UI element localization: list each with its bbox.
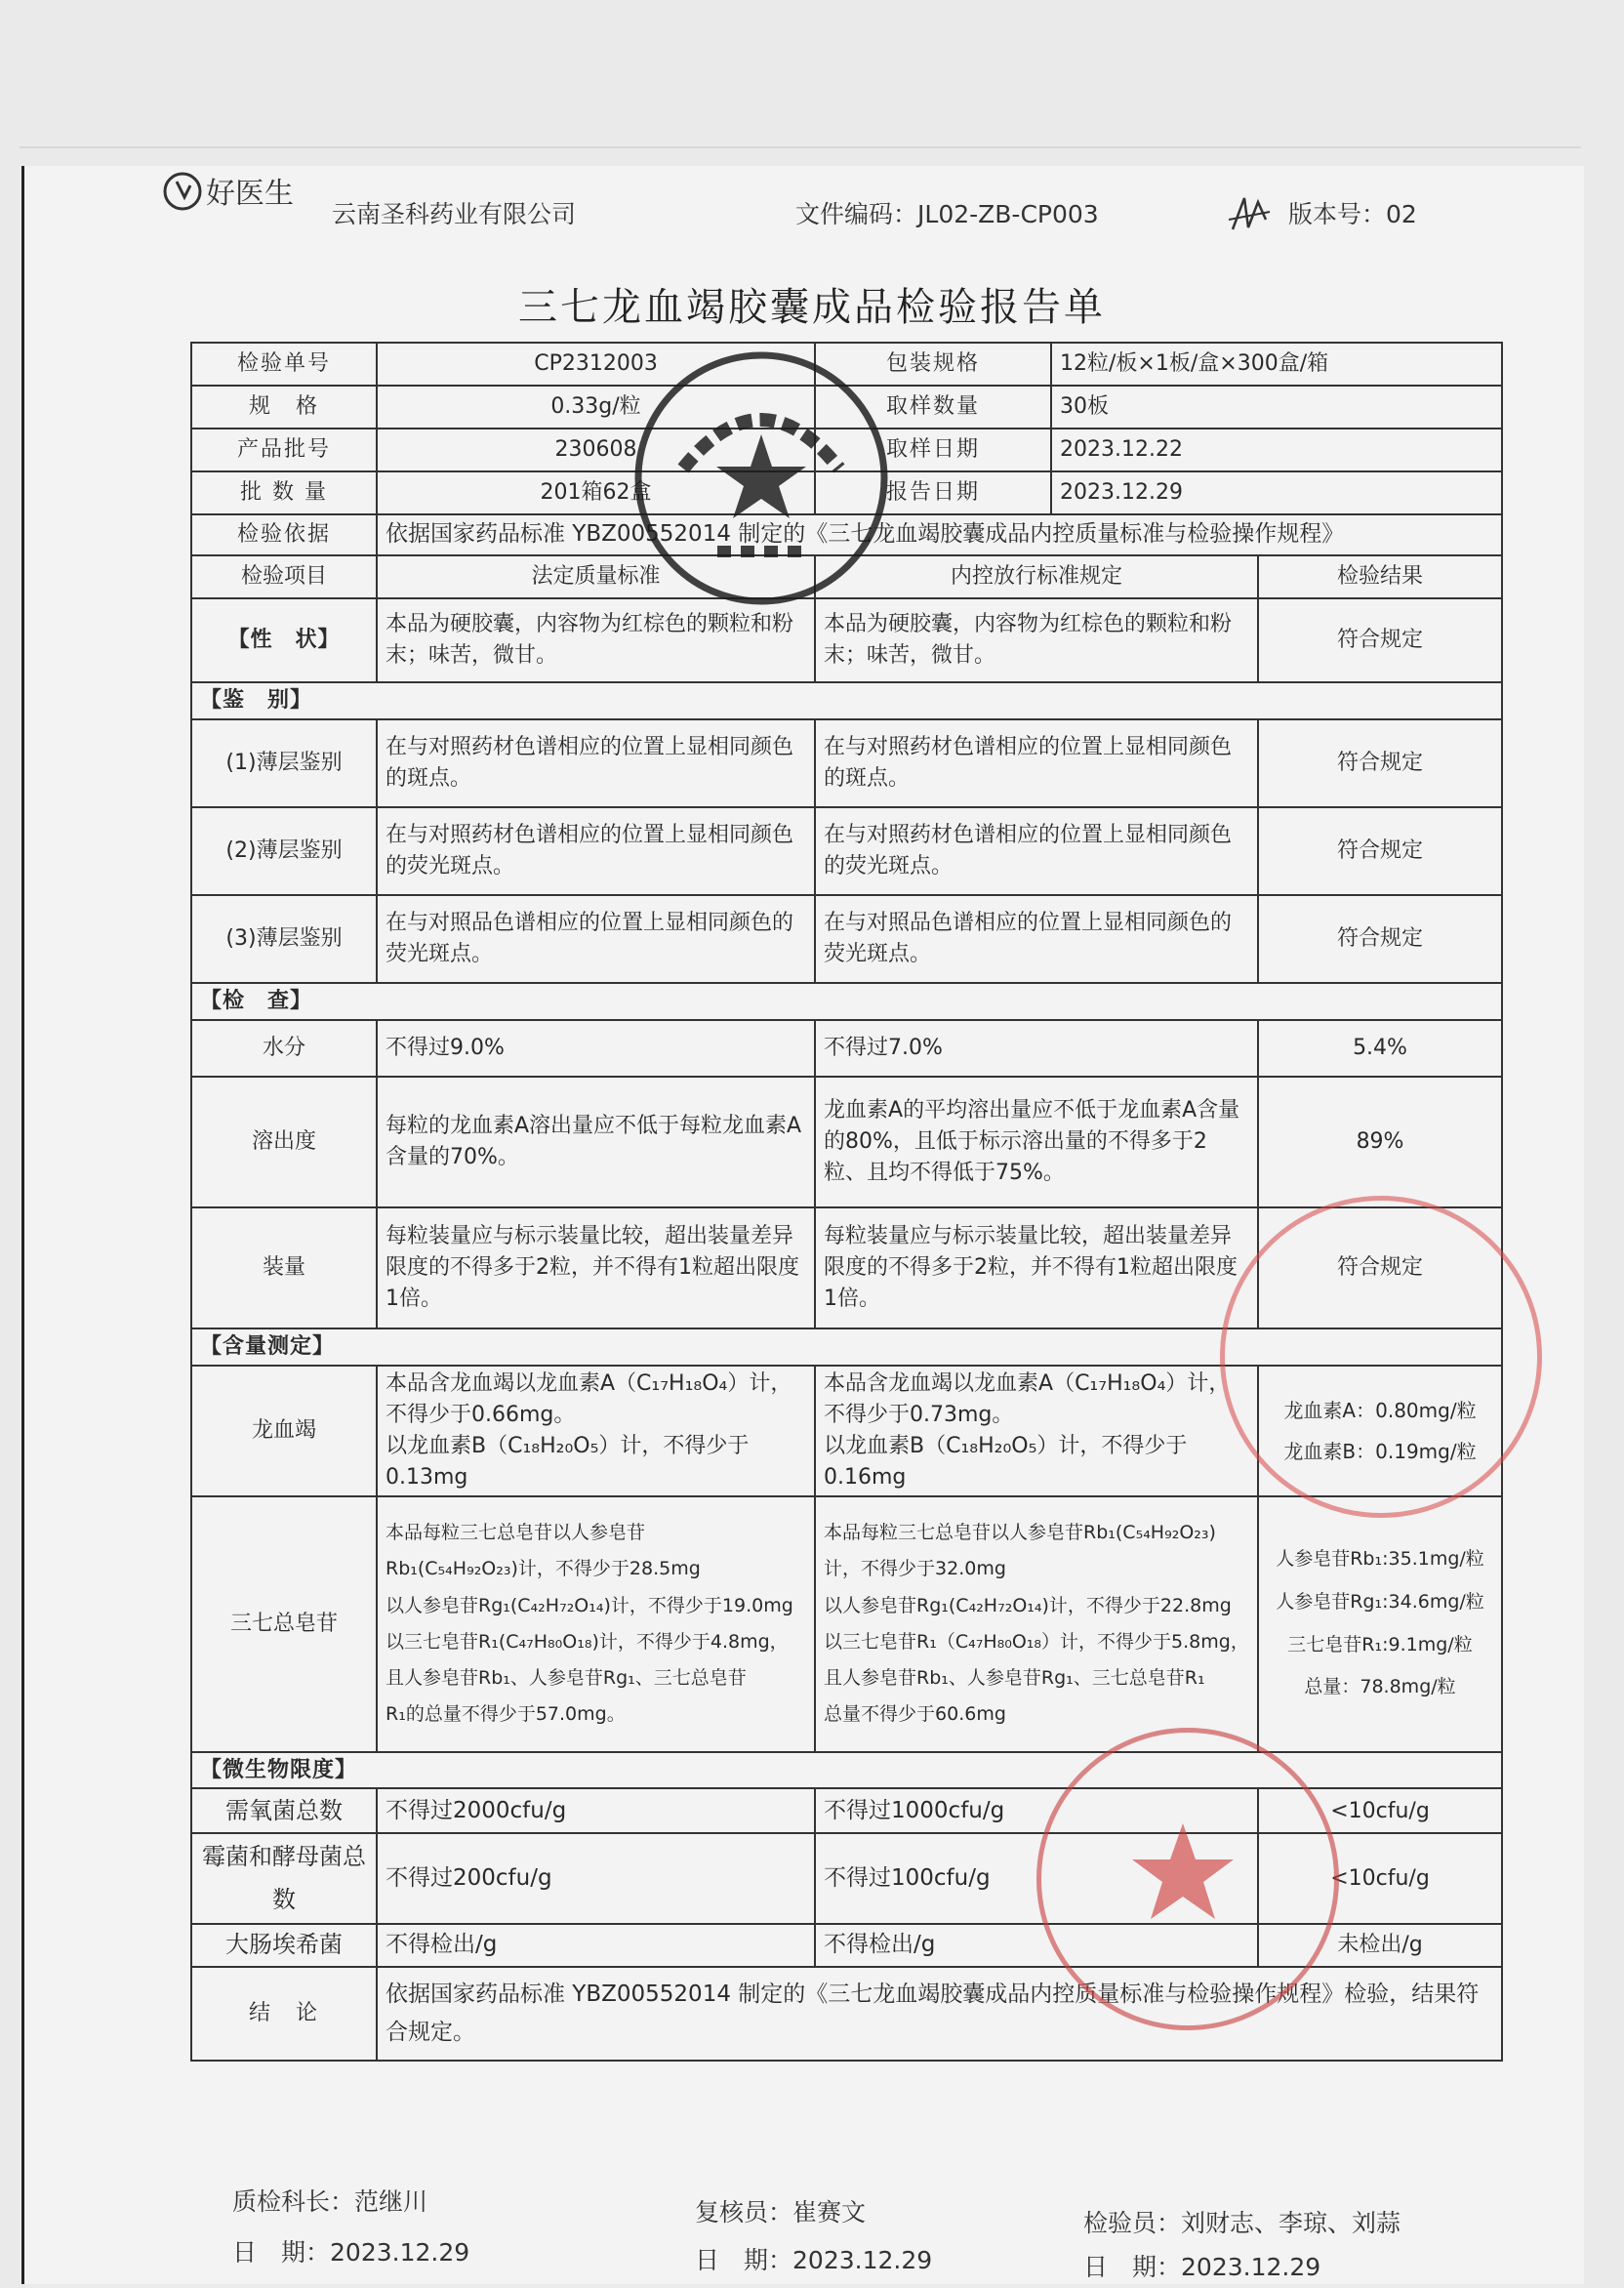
dragon-legal-line: 以龙血素B（C₁₈H₂₀O₅）计，不得少于0.13mg xyxy=(386,1433,750,1490)
batch-qty-label: 批 数 量 xyxy=(191,471,377,514)
ident-result: 符合规定 xyxy=(1258,807,1502,895)
dragon-internal-line: 以龙血素B（C₁₈H₂₀O₅）计，不得少于0.16mg xyxy=(824,1433,1188,1490)
ident-item: (1)薄层鉴别 xyxy=(191,719,377,807)
conclusion-text: 依据国家药品标准 YBZ00552014 制定的《三七龙血竭胶囊成品内控质量标准与检验操作规程》检验，结果符合规定。 xyxy=(377,1967,1502,2061)
saponin-legal-line: 本品每粒三七总皂苷以人参皂苷 xyxy=(386,1522,646,1544)
inspector-names: 刘财志、李琼、刘蒜 xyxy=(1181,2209,1401,2237)
fill-result: 符合规定 xyxy=(1258,1207,1502,1328)
saponin-legal-line: 以人参皂苷Rg₁(C₄₂H₇₂O₁₄)计，不得少于19.0mg xyxy=(386,1594,793,1616)
ident-legal: 在与对照品色谱相应的位置上显相同颜色的荧光斑点。 xyxy=(377,895,815,983)
dissolution-legal: 每粒的龙血素A溶出量应不低于每粒龙血素A含量的70%。 xyxy=(377,1077,815,1207)
assay-section: 【含量测定】 xyxy=(191,1328,1502,1366)
col-item: 检验项目 xyxy=(191,555,377,598)
micro-item: 霉菌和酵母菌总数 xyxy=(191,1833,377,1923)
table-row xyxy=(191,1020,1502,1077)
dissolution-item: 溶出度 xyxy=(191,1077,377,1207)
inspect-date xyxy=(1083,2248,1320,2283)
saponin-internal-line: 本品每粒三七总皂苷以人参皂苷Rb₁(C₅₄H₉₂O₂₃) xyxy=(824,1522,1216,1544)
dragon-internal-line: 本品含龙血竭以龙血素A（C₁₇H₁₈O₄）计，不得少于0.73mg。 xyxy=(824,1371,1231,1427)
micro-internal: 不得过1000cfu/g xyxy=(815,1788,1258,1833)
dissolution-internal: 龙血素A的平均溶出量应不低于龙血素A含量的80%，且低于标示溶出量的不得多于2粒、且均不得低于75%。 xyxy=(815,1077,1258,1207)
inspect-date-label: 日 期： xyxy=(1083,2253,1182,2281)
batch-qty-value: 201箱62盒 xyxy=(377,471,815,514)
identification-section: 【鉴 别】 xyxy=(191,682,1502,719)
saponin-internal-line: 计，不得少于32.0mg xyxy=(824,1558,1006,1580)
character-result: 符合规定 xyxy=(1258,598,1502,682)
saponin-legal-line: 以三七皂苷R₁(C₄₇H₈₀O₁₈)计，不得少于4.8mg， xyxy=(386,1630,789,1653)
dissolution-result: 89% xyxy=(1258,1077,1502,1207)
saponin-result-line: 总量：78.8mg/粒 xyxy=(1304,1676,1456,1698)
review-date xyxy=(695,2241,932,2276)
check-section: 【检 查】 xyxy=(191,983,1502,1020)
sample-qty-label: 取样数量 xyxy=(815,386,1051,429)
fill-item: 装量 xyxy=(191,1207,377,1328)
saponin-result-line: 人参皂苷Rb₁:35.1mg/粒 xyxy=(1276,1548,1484,1571)
qc-head-label: 质检科长： xyxy=(232,2187,355,2216)
batch-no-label: 产品批号 xyxy=(191,429,377,471)
report-date-value: 2023.12.29 xyxy=(1051,471,1502,514)
red-stamp xyxy=(1220,1196,1542,1518)
section-row xyxy=(191,983,1502,1020)
dragon-item: 龙血竭 xyxy=(191,1366,377,1496)
micro-item: 需氧菌总数 xyxy=(191,1788,377,1833)
qc-head xyxy=(232,2183,427,2218)
dragon-internal xyxy=(815,1366,1258,1496)
qc-head-name: 范继川 xyxy=(354,2187,428,2216)
conclusion-label: 结 论 xyxy=(191,1967,377,2061)
qc-date-label: 日 期： xyxy=(232,2238,331,2267)
spec-label: 规 格 xyxy=(191,386,377,429)
character-internal: 本品为硬胶囊，内容物为红棕色的颗粒和粉末；味苦，微甘。 xyxy=(815,598,1258,682)
saponin-internal-line: 总量不得少于60.6mg xyxy=(824,1702,1006,1725)
basis-value: 依据国家药品标准 YBZ00552014 制定的《三七龙血竭胶囊成品内控质量标准与检验操作规程》 xyxy=(377,514,1502,555)
saponin-result-line: 三七皂苷R₁:9.1mg/粒 xyxy=(1287,1633,1473,1655)
moisture-result: 5.4% xyxy=(1258,1020,1502,1077)
ident-internal: 在与对照药材色谱相应的位置上显相同颜色的斑点。 xyxy=(815,719,1258,807)
reviewer-label: 复核员： xyxy=(695,2198,793,2227)
ident-legal: 在与对照药材色谱相应的位置上显相同颜色的斑点。 xyxy=(377,719,815,807)
fill-legal: 每粒装量应与标示装量比较，超出装量差异限度的不得多于2粒，并不得有1粒超出限度1倍。 xyxy=(377,1207,815,1328)
doc-code xyxy=(795,195,1099,230)
saponin-internal-line: 以人参皂苷Rg₁(C₄₂H₇₂O₁₄)计，不得少于22.8mg xyxy=(824,1594,1232,1616)
ident-internal: 在与对照品色谱相应的位置上显相同颜色的荧光斑点。 xyxy=(815,895,1258,983)
dragon-result-line: 龙血素A：0.80mg/粒 xyxy=(1283,1398,1477,1422)
saponin-item: 三七总皂苷 xyxy=(191,1496,377,1752)
spec-value: 0.33g/粒 xyxy=(377,386,815,429)
saponin-internal-line: 且人参皂苷Rb₁、人参皂苷Rg₁、三七总皂苷R₁ xyxy=(824,1666,1205,1689)
paper-edge xyxy=(20,146,1581,148)
micro-result: 未检出/g xyxy=(1258,1924,1502,1967)
sample-date-value: 2023.12.22 xyxy=(1051,429,1502,471)
inspect-no-label: 检验单号 xyxy=(191,343,377,386)
character-label: 【性 状】 xyxy=(191,598,377,682)
package-label: 包装规格 xyxy=(815,343,1051,386)
report-date-label: 报告日期 xyxy=(815,471,1051,514)
table-row xyxy=(191,1077,1502,1207)
micro-legal: 不得过2000cfu/g xyxy=(377,1788,815,1833)
ident-item: (2)薄层鉴别 xyxy=(191,807,377,895)
ident-result: 符合规定 xyxy=(1258,895,1502,983)
table-row xyxy=(191,1496,1502,1752)
table-row xyxy=(191,807,1502,895)
table-row xyxy=(191,895,1502,983)
package-value: 12粒/板×1板/盒×300盒/箱 xyxy=(1051,343,1502,386)
micro-result: <10cfu/g xyxy=(1258,1788,1502,1833)
dragon-legal-line: 本品含龙血竭以龙血素A（C₁₇H₁₈O₄）计，不得少于0.66mg。 xyxy=(386,1371,792,1427)
ident-legal: 在与对照药材色谱相应的位置上显相同颜色的荧光斑点。 xyxy=(377,807,815,895)
saponin-result-line: 人参皂苷Rg₁:34.6mg/粒 xyxy=(1276,1590,1484,1613)
company-logo xyxy=(161,164,317,223)
signature-mark xyxy=(1225,190,1274,239)
inspector-label: 检验员： xyxy=(1083,2209,1182,2237)
moisture-legal: 不得过9.0% xyxy=(377,1020,815,1077)
col-result: 检验结果 xyxy=(1258,555,1502,598)
col-internal: 内控放行标准规定 xyxy=(815,555,1258,598)
doc-code-value: JL02-ZB-CP003 xyxy=(917,200,1099,228)
red-stamp-star xyxy=(1124,1816,1241,1933)
company-stamp xyxy=(625,342,898,615)
company-name: 云南圣科药业有限公司 xyxy=(332,200,577,228)
section-row xyxy=(191,682,1502,719)
version xyxy=(1288,195,1417,230)
review-date-value: 2023.12.29 xyxy=(792,2246,933,2274)
page-title: 三七龙血竭胶囊成品检验报告单 xyxy=(518,285,1106,330)
inspect-no-value: CP2312003 xyxy=(377,343,815,386)
batch-no-value: 230608 xyxy=(377,429,815,471)
col-legal: 法定质量标准 xyxy=(377,555,815,598)
version-label: 版本号： xyxy=(1288,200,1387,228)
sample-date-label: 取样日期 xyxy=(815,429,1051,471)
doc-code-label: 文件编码： xyxy=(795,200,918,228)
moisture-internal: 不得过7.0% xyxy=(815,1020,1258,1077)
micro-internal: 不得检出/g xyxy=(815,1924,1258,1967)
moisture-item: 水分 xyxy=(191,1020,377,1077)
conclusion-row xyxy=(191,1967,1502,2061)
saponin-internal xyxy=(815,1496,1258,1752)
dragon-result-line: 龙血素B：0.19mg/粒 xyxy=(1283,1439,1477,1463)
ident-internal: 在与对照药材色谱相应的位置上显相同颜色的荧光斑点。 xyxy=(815,807,1258,895)
saponin-result xyxy=(1258,1496,1502,1752)
version-value: 02 xyxy=(1386,200,1417,228)
saponin-legal-line: 且人参皂苷Rb₁、人参皂苷Rg₁、三七总皂苷 xyxy=(386,1666,747,1689)
ident-item: (3)薄层鉴别 xyxy=(191,895,377,983)
qc-date xyxy=(232,2233,469,2268)
qc-date-value: 2023.12.29 xyxy=(330,2238,470,2267)
micro-result: <10cfu/g xyxy=(1258,1833,1502,1923)
micro-item: 大肠埃希菌 xyxy=(191,1924,377,1967)
micro-legal: 不得检出/g xyxy=(377,1924,815,1967)
reviewer-name: 崔赛文 xyxy=(792,2198,867,2227)
saponin-legal-line: R₁的总量不得少于57.0mg。 xyxy=(386,1702,626,1725)
reviewer xyxy=(695,2193,866,2228)
ident-result: 符合规定 xyxy=(1258,719,1502,807)
micro-internal: 不得过100cfu/g xyxy=(815,1833,1258,1923)
dragon-legal xyxy=(377,1366,815,1496)
micro-legal: 不得过200cfu/g xyxy=(377,1833,815,1923)
character-legal: 本品为硬胶囊，内容物为红棕色的颗粒和粉末；味苦，微甘。 xyxy=(377,598,815,682)
logo-text: 好医生 xyxy=(206,177,294,211)
fill-internal: 每粒装量应与标示装量比较，超出装量差异限度的不得多于2粒，并不得有1粒超出限度1倍。 xyxy=(815,1207,1258,1328)
saponin-internal-line: 以三七皂苷R₁（C₄₇H₈₀O₁₈）计，不得少于5.8mg， xyxy=(824,1630,1249,1653)
saponin-legal-line: Rb₁(C₅₄H₉₂O₂₃)计，不得少于28.5mg xyxy=(386,1558,701,1580)
review-date-label: 日 期： xyxy=(695,2246,793,2274)
inspect-date-value: 2023.12.29 xyxy=(1181,2253,1321,2281)
basis-label: 检验依据 xyxy=(191,514,377,555)
micro-section: 【微生物限度】 xyxy=(191,1752,1502,1789)
inspector xyxy=(1083,2204,1401,2239)
saponin-legal xyxy=(377,1496,815,1752)
sample-qty-value: 30板 xyxy=(1051,386,1502,429)
table-row xyxy=(191,719,1502,807)
